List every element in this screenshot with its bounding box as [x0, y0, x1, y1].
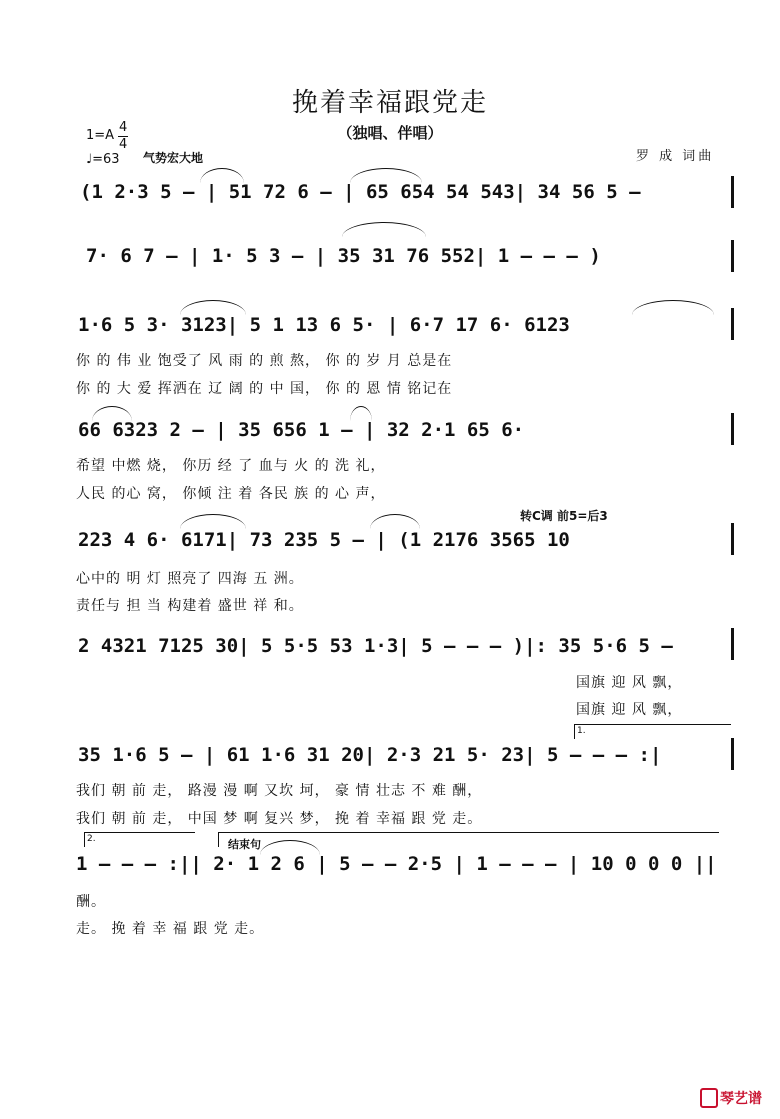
author-credit: 罗 成 词曲: [636, 149, 715, 164]
slur: [342, 222, 426, 237]
system-4-lyrics-verse-1: 希望 中燃 烧， 你历 经 了 血与 火 的 洗 礼，: [76, 458, 386, 474]
system-8-lyrics-verse-1: 酬。: [76, 894, 106, 910]
system-2-notes: 7· 6 7 – | 1· 5 3 – | 35 31 76 552| 1 – – – ): [86, 245, 601, 267]
system-6-notes: 2 4321 7125 30| 5 5·5 53 1·3| 5 – – – )|: 35 5·6 5 –: [78, 635, 673, 657]
slur: [180, 514, 246, 529]
song-title: 挽着幸福跟党走: [291, 88, 488, 118]
system-5-notes: 223 4 6· 6171| 73 235 5 – | (1 2176 3565 10: [78, 529, 570, 551]
key-signature: 1=A: [86, 128, 115, 143]
system-6-lyrics-verse-2: 国旗 迎 风 飘，: [576, 702, 683, 718]
system-1-notes: (1 2·3 5 – | 51 72 6 – | 65 654 54 543| 34 56 5 –: [80, 181, 641, 203]
barline-end: [731, 738, 734, 770]
slur: [180, 300, 246, 315]
slur: [632, 300, 714, 315]
volta-1-label: 1.: [577, 726, 586, 736]
time-signature-bottom: 4: [119, 137, 128, 152]
system-4-notes: 66 6323 2 – | 35 656 1 – | 32 2·1 65 6·: [78, 419, 525, 441]
system-7-lyrics-verse-1: 我们 朝 前 走， 路漫 漫 啊 又坎 坷， 豪 情 壮志 不 难 酬，: [76, 783, 483, 799]
system-3-lyrics-verse-1: 你 的 伟 业 饱受了 风 雨 的 煎 熬， 你 的 岁 月 总是在: [76, 353, 453, 369]
barline-end: [731, 523, 734, 555]
system-5-lyrics-verse-2: 责任与 担 当 构建着 盛世 祥 和。: [76, 598, 304, 614]
system-6-lyrics-verse-1: 国旗 迎 风 飘，: [576, 675, 683, 691]
time-signature-top: 4: [119, 120, 128, 135]
volta-2-label: 2.: [87, 834, 96, 844]
system-8-notes: 1 – – – :|| 2· 1 2 6 | 5 – – 2·5 | 1 – – – | 10 0 0 0 ||: [76, 853, 717, 875]
slur: [350, 168, 422, 183]
system-7-notes: 35 1·6 5 – | 61 1·6 31 20| 2·3 21 5· 23| 5 – – – :|: [78, 744, 662, 766]
barline-end: [731, 628, 734, 660]
slur: [350, 406, 372, 421]
system-8-lyrics-verse-2: 走。 挽 着 幸 福 跟 党 走。: [76, 921, 265, 937]
slur: [370, 514, 420, 529]
barline-end: [731, 176, 734, 208]
ending-label: 结束句: [228, 838, 261, 851]
song-subtitle: （独唱、伴唱）: [337, 124, 443, 142]
system-5-lyrics-verse-1: 心中的 明 灯 照亮了 四海 五 洲。: [76, 571, 304, 587]
tempo-mark: ♩=63: [86, 152, 120, 167]
slur: [200, 168, 244, 183]
expression-mark: 气势宏大地: [143, 151, 204, 165]
volta-2-bracket: [84, 832, 195, 847]
modulation-annotation: 转C调 前5=后3: [520, 509, 608, 523]
system-7-lyrics-verse-2: 我们 朝 前 走， 中国 梦 啊 复兴 梦， 挽 着 幸福 跟 党 走。: [76, 811, 483, 827]
site-logo-text: 琴艺谱: [720, 1091, 762, 1107]
volta-1-bracket: [574, 724, 731, 739]
barline-end: [731, 240, 734, 272]
site-logo-icon: [700, 1088, 718, 1108]
system-3-notes: 1·6 5 3· 3123| 5 1 13 6 5· | 6·7 17 6· 6123: [78, 314, 570, 336]
barline-end: [731, 308, 734, 340]
slur: [92, 406, 132, 421]
barline-end: [731, 413, 734, 445]
system-4-lyrics-verse-2: 人民 的心 窝， 你倾 注 着 各民 族 的 心 声，: [76, 486, 386, 502]
system-3-lyrics-verse-2: 你 的 大 爱 挥洒在 辽 阔 的 中 国， 你 的 恩 情 铭记在: [76, 381, 453, 397]
